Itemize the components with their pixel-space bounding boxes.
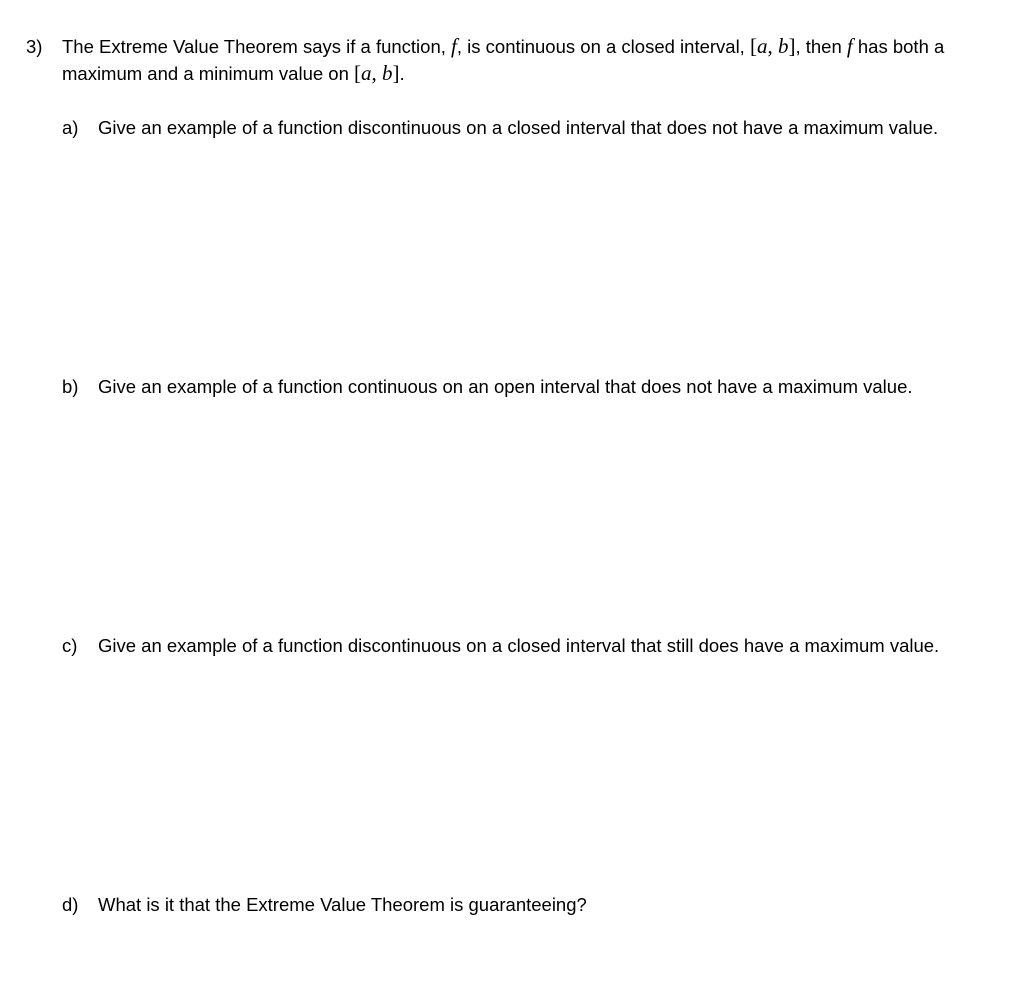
part-a	[62, 114, 962, 141]
part-b-text: Give an example of a function continuous on an open interval that does not have a maximum value.	[98, 376, 913, 397]
part-c	[62, 632, 962, 659]
question-3	[26, 33, 986, 87]
question-statement	[62, 33, 962, 87]
part-a-label: a)	[62, 117, 79, 138]
statement-text-3: , then	[795, 36, 847, 57]
part-b	[62, 373, 962, 400]
part-d-text: What is it that the Extreme Value Theorem is guaranteeing?	[98, 894, 587, 915]
statement-text-4: has both a maximum and a minimum value on	[62, 36, 945, 84]
function-symbol: f	[451, 34, 457, 58]
part-c-label: c)	[62, 635, 78, 656]
interval-notation-2: [a, b]	[354, 61, 400, 85]
part-a-text: Give an example of a function discontinuous on a closed interval that does not have a maximum value.	[98, 117, 939, 138]
part-d	[62, 891, 962, 918]
question-number: 3)	[26, 36, 43, 57]
statement-text-1: The Extreme Value Theorem says if a function,	[62, 36, 452, 57]
statement-text-5: .	[399, 63, 405, 84]
part-d-label: d)	[62, 894, 79, 915]
interval-notation: [a, b]	[749, 34, 796, 58]
statement-text-2: , is continuous on a closed interval,	[456, 36, 750, 57]
part-b-label: b)	[62, 376, 79, 397]
function-symbol-2: f	[846, 34, 853, 58]
part-c-text: Give an example of a function discontinuous on a closed interval that still does have a maximum value.	[98, 635, 940, 656]
